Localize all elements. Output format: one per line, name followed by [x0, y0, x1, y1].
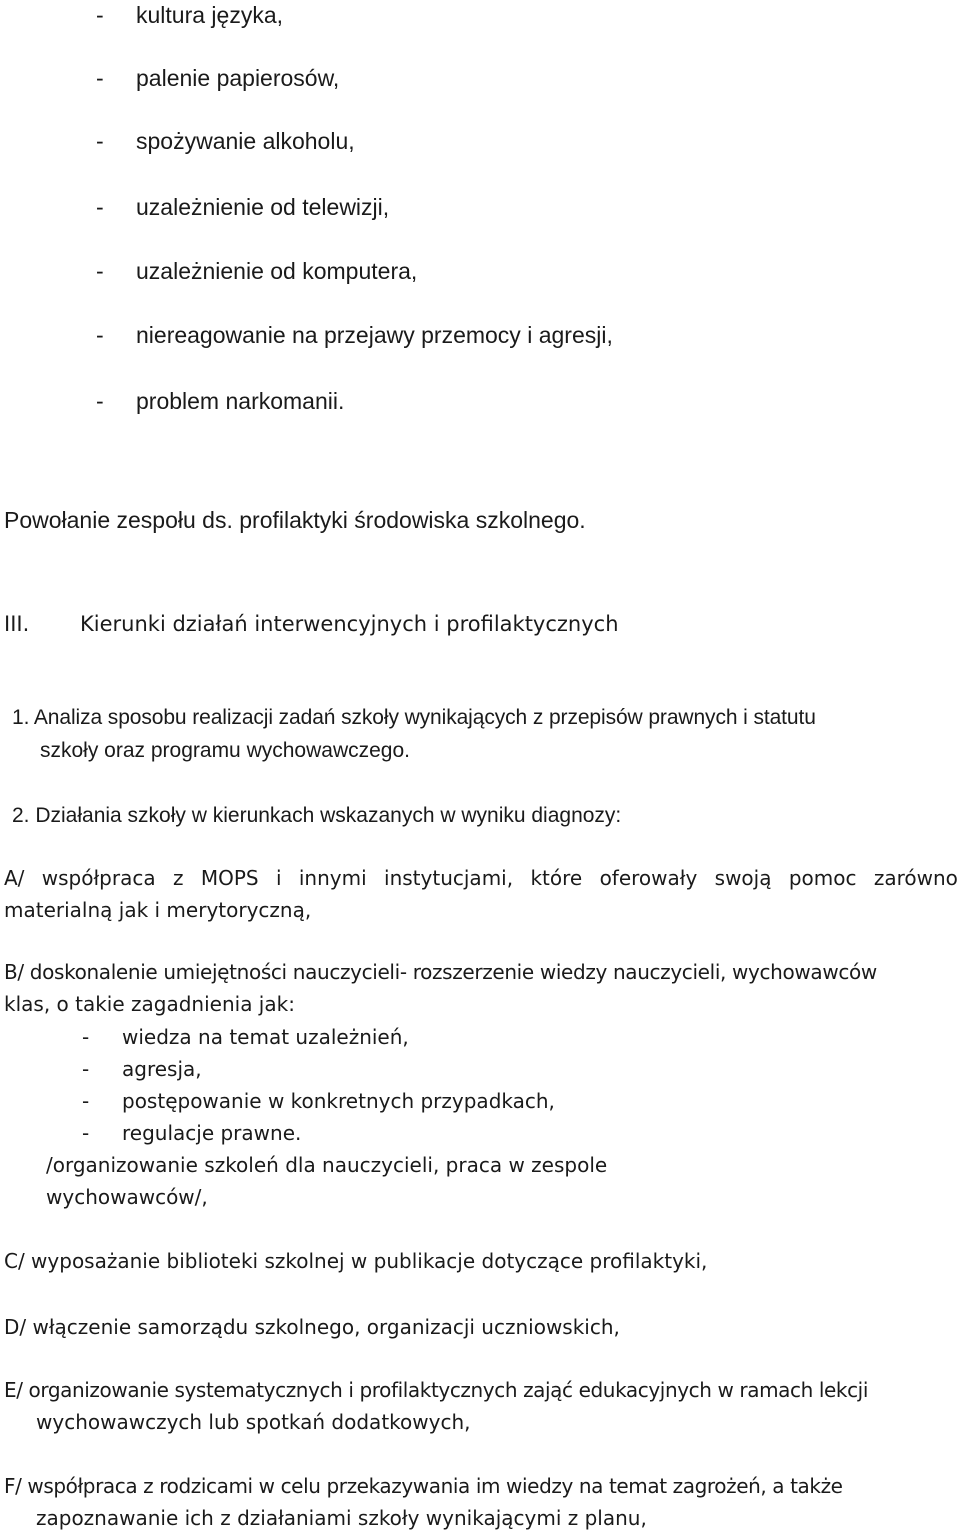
section-title: Kierunki działań interwencyjnych i profilaktycznych [80, 612, 619, 636]
word: z [172, 866, 184, 890]
bullet-item: palenie papierosów, [136, 65, 340, 91]
team-appointment-line: Powołanie zespołu ds. profilaktyki środowiska szkolnego. [4, 507, 586, 533]
sub-item: wiedza na temat uzależnień, [122, 1025, 409, 1049]
bullet-dash: - [82, 1057, 90, 1081]
item-a-line-1 [4, 868, 958, 888]
bullet-item: uzależnienie od komputera, [136, 258, 418, 284]
word: i [275, 866, 282, 890]
bullet-item: uzależnienie od telewizji, [136, 194, 390, 220]
item-e-line-1: E/ organizowanie systematycznych i profilaktycznych zająć edukacyjnych w ramach lekcji [4, 1378, 868, 1402]
word: swoją [714, 866, 772, 890]
word: A/ [4, 866, 25, 890]
point-1-line-2: szkoły oraz programu wychowawczego. [40, 739, 410, 762]
item-a-line-2: materialną jak i merytoryczną, [4, 898, 312, 922]
bullet-item: niereagowanie na przejawy przemocy i agresji, [136, 322, 613, 348]
word: innymi [298, 866, 367, 890]
word: instytucjami, [384, 866, 514, 890]
word: współpraca [41, 866, 156, 890]
bullet-item: kultura języka, [136, 2, 284, 28]
item-c: C/ wyposażanie biblioteki szkolnej w publikacje dotyczące profilaktyki, [4, 1249, 708, 1273]
bullet-dash: - [96, 388, 104, 414]
word: pomoc [788, 866, 857, 890]
bullet-dash: - [96, 258, 104, 284]
bullet-dash: - [96, 2, 104, 28]
item-f-line-1: F/ współpraca z rodzicami w celu przekazywania im wiedzy na temat zagrożeń, a także [4, 1474, 843, 1498]
item-b-note-2: wychowawców/, [46, 1185, 208, 1209]
word: zarówno [873, 866, 958, 890]
bullet-dash: - [96, 128, 104, 154]
item-f-line-2: zapoznawanie ich z działaniami szkoły wynikającymi z planu, [36, 1506, 647, 1530]
bullet-dash: - [82, 1089, 90, 1113]
bullet-dash: - [82, 1121, 90, 1145]
sub-item: regulacje prawne. [122, 1121, 302, 1145]
item-e-line-2: wychowawczych lub spotkań dodatkowych, [36, 1410, 471, 1434]
bullet-dash: - [96, 194, 104, 220]
bullet-item: problem narkomanii. [136, 388, 345, 414]
point-1-line-1: 1. Analiza sposobu realizacji zadań szkoły wynikających z przepisów prawnych i statutu [12, 706, 816, 729]
point-2: 2. Działania szkoły w kierunkach wskazanych w wyniku diagnozy: [12, 804, 622, 827]
sub-item: postępowanie w konkretnych przypadkach, [122, 1089, 555, 1113]
sub-item: agresja, [122, 1057, 202, 1081]
word: które [530, 866, 583, 890]
item-b-line-2: klas, o takie zagadnienia jak: [4, 992, 295, 1016]
bullet-dash: - [96, 322, 104, 348]
word: oferowały [599, 866, 698, 890]
section-number: III. [4, 612, 30, 636]
bullet-dash: - [96, 65, 104, 91]
word: MOPS [200, 866, 259, 890]
item-b-note-1: /organizowanie szkoleń dla nauczycieli, praca w zespole [46, 1153, 608, 1177]
bullet-item: spożywanie alkoholu, [136, 128, 355, 154]
item-d: D/ włączenie samorządu szkolnego, organizacji uczniowskich, [4, 1315, 620, 1339]
bullet-dash: - [82, 1025, 90, 1049]
item-b-line-1: B/ doskonalenie umiejętności nauczycieli- rozszerzenie wiedzy nauczycieli, wychowawców [4, 960, 877, 984]
